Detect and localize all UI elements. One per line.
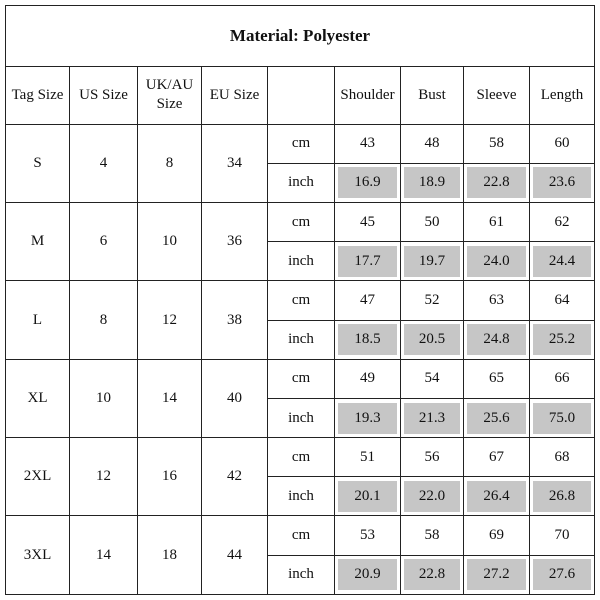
sleeve-inch-cell [464,163,530,202]
eu-size-cell: 44 [202,516,268,595]
bust-inch-cell [401,477,464,516]
eu-size-cell: 42 [202,438,268,516]
sleeve-inch-cell [464,555,530,594]
size-table [5,5,595,595]
bust-inch-cell [401,398,464,437]
bust-inch-value: 18.9 [404,167,460,198]
length-inch-value: 25.2 [533,324,591,355]
bust-inch-cell [401,242,464,281]
length-inch-value: 26.8 [533,481,591,512]
eu-size-cell: 40 [202,359,268,437]
length-cm-cell: 64 [530,281,595,320]
unit-inch-cell: inch [268,398,335,437]
unit-inch-cell: inch [268,242,335,281]
tag-size-cell: XL [6,359,70,437]
sleeve-inch-value: 24.0 [467,246,526,277]
sleeve-cm-cell: 69 [464,516,530,555]
header-uk-au-line2: Size [156,96,183,113]
unit-inch-cell: inch [268,320,335,359]
length-inch-value: 27.6 [533,559,591,590]
shoulder-inch-value: 18.5 [338,324,397,355]
bust-inch-value: 22.8 [404,559,460,590]
header-shoulder: Shoulder [335,66,401,124]
bust-cm-cell: 50 [401,202,464,241]
bust-cm-cell: 56 [401,438,464,477]
unit-inch-cell: inch [268,163,335,202]
sleeve-inch-cell [464,242,530,281]
shoulder-inch-cell [335,320,401,359]
uk-au-size-cell: 10 [138,202,202,280]
header-bust: Bust [401,66,464,124]
length-cm-cell: 68 [530,438,595,477]
bust-inch-cell [401,320,464,359]
shoulder-cm-cell: 49 [335,359,401,398]
length-cm-cell: 70 [530,516,595,555]
us-size-cell: 14 [70,516,138,595]
shoulder-cm-cell: 43 [335,124,401,163]
bust-inch-value: 20.5 [404,324,460,355]
shoulder-inch-cell [335,555,401,594]
shoulder-cm-cell: 45 [335,202,401,241]
shoulder-inch-value: 17.7 [338,246,397,277]
bust-cm-cell: 48 [401,124,464,163]
us-size-cell: 4 [70,124,138,202]
tag-size-cell: 2XL [6,438,70,516]
header-uk-au-size [138,66,202,124]
tag-size-cell: S [6,124,70,202]
sleeve-inch-cell [464,398,530,437]
sleeve-cm-cell: 65 [464,359,530,398]
sleeve-inch-value: 25.6 [467,403,526,434]
sleeve-cm-cell: 63 [464,281,530,320]
sleeve-inch-value: 27.2 [467,559,526,590]
shoulder-inch-cell [335,163,401,202]
shoulder-inch-value: 19.3 [338,403,397,434]
table-row [6,281,595,320]
shoulder-inch-cell [335,242,401,281]
tag-size-cell: L [6,281,70,359]
length-inch-cell [530,163,595,202]
header-uk-au-line1: UK/AU [145,77,194,94]
tag-size-cell: M [6,202,70,280]
eu-size-cell: 34 [202,124,268,202]
bust-inch-value: 19.7 [404,246,460,277]
length-inch-cell [530,398,595,437]
us-size-cell: 8 [70,281,138,359]
uk-au-size-cell: 18 [138,516,202,595]
shoulder-inch-value: 20.9 [338,559,397,590]
unit-cm-cell: cm [268,438,335,477]
sleeve-cm-cell: 67 [464,438,530,477]
header-eu-size: EU Size [202,66,268,124]
eu-size-cell: 36 [202,202,268,280]
sleeve-inch-cell [464,320,530,359]
header-us-size: US Size [70,66,138,124]
bust-cm-cell: 58 [401,516,464,555]
length-cm-cell: 62 [530,202,595,241]
bust-inch-cell [401,163,464,202]
sleeve-inch-value: 22.8 [467,167,526,198]
unit-cm-cell: cm [268,516,335,555]
us-size-cell: 6 [70,202,138,280]
sleeve-inch-cell [464,477,530,516]
uk-au-size-cell: 12 [138,281,202,359]
header-sleeve: Sleeve [464,66,530,124]
table-row [6,202,595,241]
bust-cm-cell: 54 [401,359,464,398]
unit-cm-cell: cm [268,202,335,241]
shoulder-cm-cell: 51 [335,438,401,477]
tag-size-cell: 3XL [6,516,70,595]
unit-inch-cell: inch [268,555,335,594]
header-unit [268,66,335,124]
table-row [6,359,595,398]
sleeve-inch-value: 24.8 [467,324,526,355]
uk-au-size-cell: 16 [138,438,202,516]
bust-cm-cell: 52 [401,281,464,320]
length-inch-cell [530,242,595,281]
shoulder-inch-cell [335,477,401,516]
unit-cm-cell: cm [268,124,335,163]
bust-inch-value: 22.0 [404,481,460,512]
shoulder-inch-cell [335,398,401,437]
header-length: Length [530,66,595,124]
unit-inch-cell: inch [268,477,335,516]
unit-cm-cell: cm [268,359,335,398]
us-size-cell: 12 [70,438,138,516]
uk-au-size-cell: 14 [138,359,202,437]
sleeve-cm-cell: 58 [464,124,530,163]
unit-cm-cell: cm [268,281,335,320]
length-inch-value: 23.6 [533,167,591,198]
bust-inch-cell [401,555,464,594]
shoulder-inch-value: 16.9 [338,167,397,198]
size-chart [5,5,594,595]
shoulder-cm-cell: 47 [335,281,401,320]
eu-size-cell: 38 [202,281,268,359]
bust-inch-value: 21.3 [404,403,460,434]
sleeve-inch-value: 26.4 [467,481,526,512]
material-title: Material: Polyester [6,6,595,67]
length-cm-cell: 66 [530,359,595,398]
sleeve-cm-cell: 61 [464,202,530,241]
us-size-cell: 10 [70,359,138,437]
length-inch-value: 24.4 [533,246,591,277]
table-row [6,516,595,555]
length-inch-cell [530,477,595,516]
shoulder-inch-value: 20.1 [338,481,397,512]
uk-au-size-cell: 8 [138,124,202,202]
length-inch-value: 75.0 [533,403,591,434]
table-row [6,124,595,163]
shoulder-cm-cell: 53 [335,516,401,555]
table-row [6,438,595,477]
length-inch-cell [530,555,595,594]
length-inch-cell [530,320,595,359]
length-cm-cell: 60 [530,124,595,163]
header-tag-size: Tag Size [6,66,70,124]
